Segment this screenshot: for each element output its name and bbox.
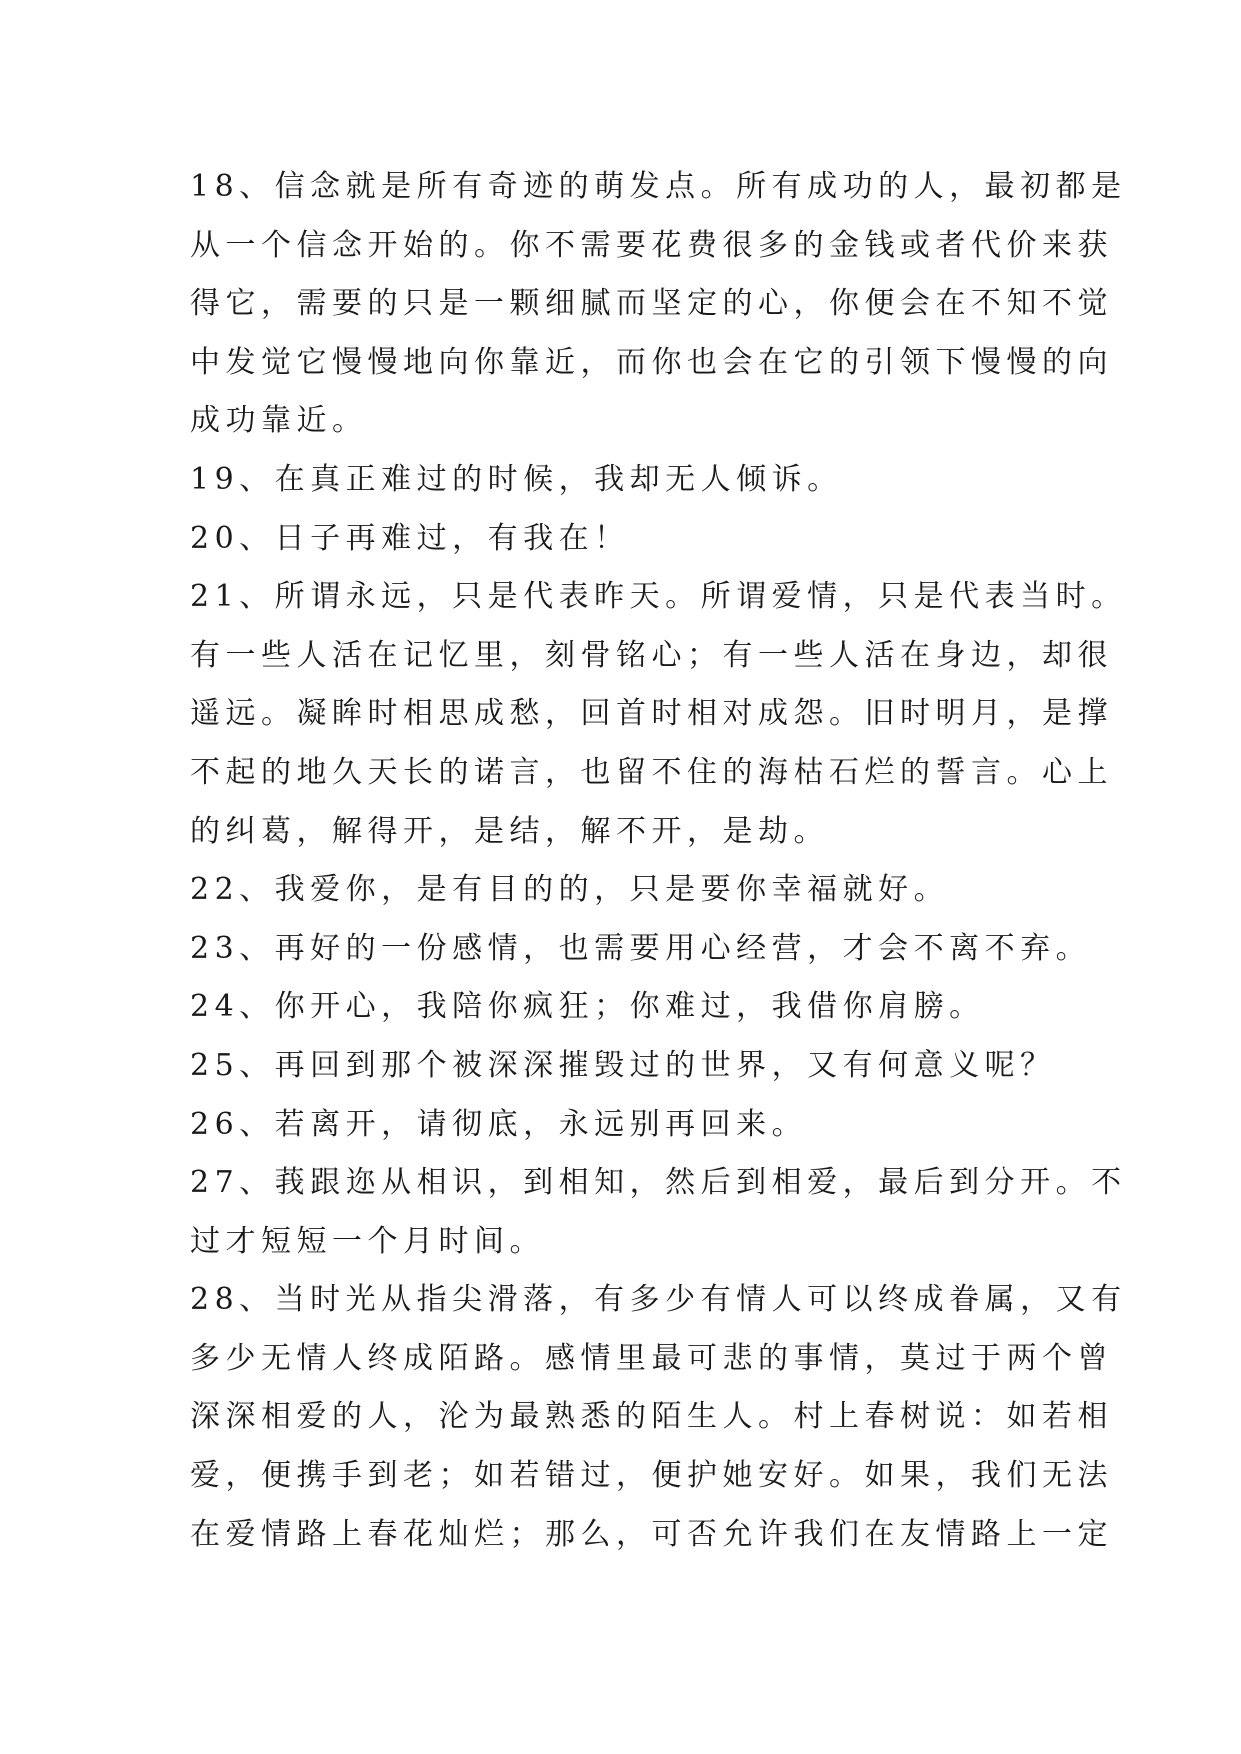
text-line: 28、当时光从指尖滑落，有多少有情人可以终成眷属，又有 bbox=[190, 1282, 1127, 1318]
text-line: 的纠葛，解得开，是结，解不开，是劫。 bbox=[190, 813, 829, 849]
text-line: 27、莪跟迩从相识，到相知，然后到相爱，最后到分开。不 bbox=[190, 1165, 1127, 1201]
text-line: 中发觉它慢慢地向你靠近，而你也会在它的引领下慢慢的向 bbox=[190, 344, 1113, 380]
text-line: 深深相爱的人，沦为最熟悉的陌生人。村上春树说：如若相 bbox=[190, 1399, 1113, 1435]
text-line: 有一些人活在记忆里，刻骨铭心；有一些人活在身边，却很 bbox=[190, 637, 1113, 673]
text-line: 19、在真正难过的时候，我却无人倾诉。 bbox=[190, 461, 843, 497]
text-line: 21、所谓永远，只是代表昨天。所谓爱情，只是代表当时。 bbox=[190, 579, 1127, 615]
text-line: 20、日子再难过，有我在！ bbox=[190, 520, 630, 556]
text-line: 从一个信念开始的。你不需要花费很多的金钱或者代价来获 bbox=[190, 227, 1113, 263]
text-line: 爱，便携手到老；如若错过，便护她安好。如果，我们无法 bbox=[190, 1458, 1113, 1494]
text-line: 遥远。凝眸时相思成愁，回首时相对成怨。旧时明月，是撑 bbox=[190, 696, 1113, 732]
text-line: 不起的地久天长的诺言，也留不住的海枯石烂的誓言。心上 bbox=[190, 754, 1113, 790]
text-line: 23、再好的一份感情，也需要用心经营，才会不离不弃。 bbox=[190, 930, 1092, 966]
text-line: 成功靠近。 bbox=[190, 403, 368, 439]
text-line: 多少无情人终成陌路。感情里最可悲的事情，莫过于两个曾 bbox=[190, 1340, 1113, 1376]
text-line: 24、你开心，我陪你疯狂；你难过，我借你肩膀。 bbox=[190, 989, 985, 1025]
text-line: 得它，需要的只是一颗细腻而坚定的心，你便会在不知不觉 bbox=[190, 286, 1113, 322]
text-line: 22、我爱你，是有目的的，只是要你幸福就好。 bbox=[190, 872, 950, 908]
text-line: 在爱情路上春花灿烂；那么，可否允许我们在友情路上一定 bbox=[190, 1516, 1113, 1552]
body-text bbox=[190, 158, 1127, 1564]
text-line: 26、若离开，请彻底，永远别再回来。 bbox=[190, 1106, 808, 1142]
text-line: 25、再回到那个被深深摧毁过的世界，又有何意义呢？ bbox=[190, 1047, 1056, 1083]
text-line: 过才短短一个月时间。 bbox=[190, 1223, 545, 1259]
text-line: 18、信念就是所有奇迹的萌发点。所有成功的人，最初都是 bbox=[190, 169, 1127, 204]
